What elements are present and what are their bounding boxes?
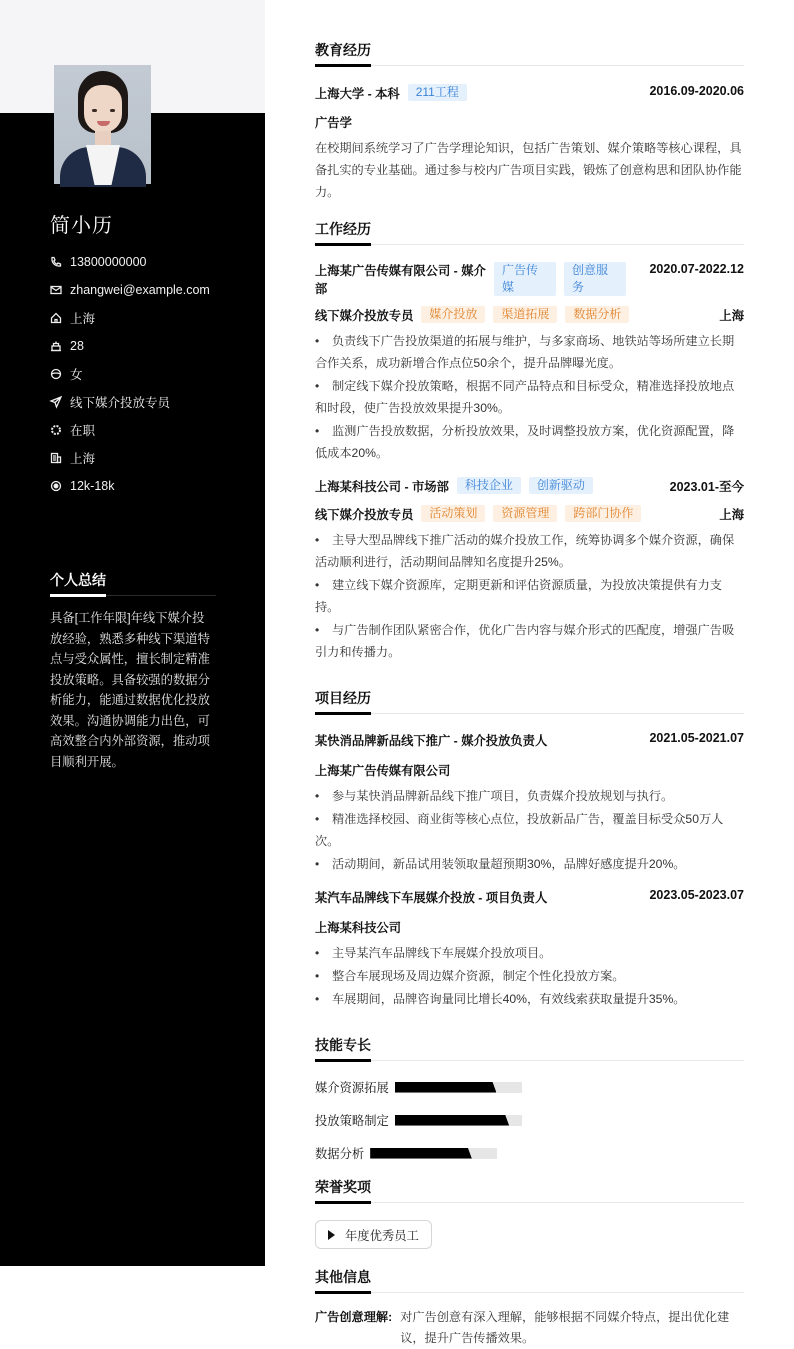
- project-date: 2023.05-2023.07: [649, 888, 744, 902]
- bullet-item: • 监测广告投放数据，分析投放效果，及时调整投放方案，优化资源配置，降低成本20%。: [315, 424, 735, 460]
- education-desc: 在校期间系统学习了广告学理论知识，包括广告策划、媒介策略等核心课程，具备扎实的专业基础。通过参与校内广告项目实践，锻炼了创意构思和团队协作能力。: [315, 141, 742, 199]
- skill-tag: 跨部门协作: [565, 505, 641, 522]
- position-title: 线下媒介投放专员: [315, 508, 414, 522]
- section-title: 工作经历: [315, 219, 744, 245]
- info-status: 在职: [50, 416, 210, 444]
- info-gender: 女: [50, 360, 210, 388]
- work-section: [315, 219, 744, 663]
- major: 广告学: [315, 116, 352, 130]
- skill-label: 媒介资源拓展: [315, 1081, 389, 1095]
- project-date: 2021.05-2021.07: [649, 731, 744, 745]
- bullet-item: • 制定线下媒介投放策略，根据不同产品特点和目标受众，精准选择投放地点和时段，使广告投放效果提升30%。: [315, 379, 735, 415]
- info-salary: 12k-18k: [50, 472, 210, 500]
- skill-item: [315, 1076, 529, 1098]
- bullet-item: • 整合车展现场及周边媒介资源，制定个性化投放方案。: [315, 969, 625, 983]
- education-section: [315, 40, 744, 203]
- send-icon: [50, 396, 62, 408]
- bullet-item: • 建立线下媒介资源库，定期更新和评估资源质量，为投放决策提供有力支持。: [315, 578, 722, 614]
- skill-tag: 数据分析: [565, 306, 629, 323]
- education-date: 2016.09-2020.06: [649, 84, 744, 98]
- section-title: 技能专长: [315, 1035, 744, 1061]
- education-header: [315, 84, 744, 102]
- info-position: 线下媒介投放专员: [50, 388, 210, 416]
- skill-tag: 渠道拓展: [493, 306, 557, 323]
- summary-section: [50, 570, 216, 772]
- play-triangle-icon: [328, 1230, 335, 1240]
- company-name: 上海某科技公司 - 市场部: [315, 480, 449, 494]
- cake-icon: [50, 340, 62, 352]
- skill-label: 数据分析: [315, 1147, 365, 1161]
- info-email: zhangwei@example.com: [50, 276, 210, 304]
- bullet-item: • 精准选择校园、商业街等核心点位，投放新品广告，覆盖目标受众50万人次。: [315, 812, 724, 848]
- position-title: 线下媒介投放专员: [315, 309, 414, 323]
- job-date: 2020.07-2022.12: [649, 262, 744, 276]
- bullet-item: • 活动期间，新品试用装领取量超预期30%，品牌好感度提升20%。: [315, 857, 686, 871]
- skill-label: 投放策略制定: [315, 1114, 389, 1128]
- summary-text: 具备[工作年限]年线下媒介投放经验，熟悉多种线下渠道特点与受众属性，擅长制定精准投放策略。具备较强的数据分析能力，能通过数据优化投放效果。沟通协调能力出色，可高效整合内外部资源，推动项目顺利开展。: [50, 611, 210, 769]
- position-row: [315, 505, 744, 523]
- bullet-item: • 车展期间，品牌咨询量同比增长40%，有效线索获取量提升35%。: [315, 992, 686, 1006]
- award-label: 年度优秀员工: [345, 1228, 419, 1243]
- status-icon: [50, 424, 62, 436]
- bullet-item: • 参与某快消品牌新品线下推广项目，负责媒介投放规划与执行。: [315, 789, 674, 803]
- skill-tag: 资源管理: [493, 505, 557, 522]
- info-home: 上海: [50, 304, 210, 332]
- salary-icon: [50, 480, 62, 492]
- job-bullets: [315, 529, 744, 663]
- gender-icon: [50, 368, 62, 380]
- company-tag: 广告传媒: [494, 262, 556, 296]
- building-icon: [50, 452, 62, 464]
- projects-section: [315, 688, 744, 1010]
- info-age: 28: [50, 332, 210, 360]
- other-item: [315, 1307, 744, 1349]
- skills-list: [315, 1076, 744, 1175]
- project-entry: [315, 888, 744, 1010]
- award-item[interactable]: [315, 1220, 432, 1249]
- sidebar: [0, 0, 265, 1266]
- job-bullets: [315, 330, 744, 464]
- bullet-item: • 主导某汽车品牌线下车展媒介投放项目。: [315, 946, 552, 960]
- job-location: 上海: [719, 508, 744, 522]
- job-header: [315, 262, 744, 298]
- skill-tag: 活动策划: [421, 505, 485, 522]
- project-name: 某汽车品牌线下车展媒介投放 - 项目负责人: [315, 891, 548, 905]
- section-title: 项目经历: [315, 688, 744, 714]
- other-value: 对广告创意有深入理解，能够根据不同媒介特点，提出优化建议，提升广告传播效果。: [400, 1310, 730, 1345]
- job-date: 2023.01-至今: [669, 480, 744, 494]
- project-bullets: [315, 942, 744, 1010]
- company-tag: 创新驱动: [529, 477, 593, 494]
- skill-bar: [395, 1115, 522, 1126]
- school-tag: 211工程: [408, 84, 467, 101]
- other-label: 广告创意理解:: [315, 1310, 393, 1324]
- section-title: 教育经历: [315, 40, 744, 66]
- info-city: 上海: [50, 444, 210, 472]
- project-entry: [315, 731, 744, 875]
- skills-section: [315, 1035, 744, 1175]
- skill-tag: 媒介投放: [421, 306, 485, 323]
- skill-bar: [370, 1148, 497, 1159]
- skill-bar: [395, 1082, 522, 1093]
- info-phone: 13800000000: [50, 248, 210, 276]
- avatar-photo: [54, 65, 151, 184]
- project-company: 上海某广告传媒有限公司: [315, 764, 451, 778]
- bullet-item: • 负责线下广告投放渠道的拓展与维护，与多家商场、地铁站等场所建立长期合作关系，成功新增合作点位50余个，提升品牌曝光度。: [315, 334, 735, 370]
- job-header: [315, 477, 744, 495]
- other-section: [315, 1267, 744, 1349]
- awards-section: [315, 1177, 744, 1249]
- company-tag: 科技企业: [457, 477, 521, 494]
- phone-icon: [50, 256, 62, 268]
- skill-item: [315, 1142, 529, 1164]
- job-entry: [315, 262, 744, 464]
- project-bullets: [315, 785, 744, 875]
- school-name: 上海大学 - 本科: [315, 87, 400, 101]
- summary-title: 个人总结: [50, 570, 216, 596]
- company-name: 上海某广告传媒有限公司 - 媒介部: [315, 264, 486, 296]
- job-entry: [315, 477, 744, 663]
- project-header: [315, 888, 744, 906]
- position-row: [315, 306, 744, 324]
- skill-item: [315, 1109, 529, 1131]
- company-tag: 创意服务: [564, 262, 626, 296]
- contact-info-list: [50, 248, 210, 500]
- project-company: 上海某科技公司: [315, 921, 402, 935]
- bullet-item: • 与广告制作团队紧密合作，优化广告内容与媒介形式的匹配度，增强广告吸引力和传播力。: [315, 623, 735, 659]
- home-icon: [50, 312, 62, 324]
- section-title: 其他信息: [315, 1267, 744, 1293]
- bullet-item: • 主导大型品牌线下推广活动的媒介投放工作，统筹协调多个媒介资源，确保活动顺利进行，活动期间品牌知名度提升25%。: [315, 533, 735, 569]
- project-header: [315, 731, 744, 749]
- candidate-name: 简小历: [50, 215, 113, 237]
- job-location: 上海: [719, 309, 744, 323]
- section-title: 荣誉奖项: [315, 1177, 744, 1203]
- mail-icon: [50, 284, 62, 296]
- project-name: 某快消品牌新品线下推广 - 媒介投放负责人: [315, 734, 548, 748]
- main-content: [315, 40, 744, 1349]
